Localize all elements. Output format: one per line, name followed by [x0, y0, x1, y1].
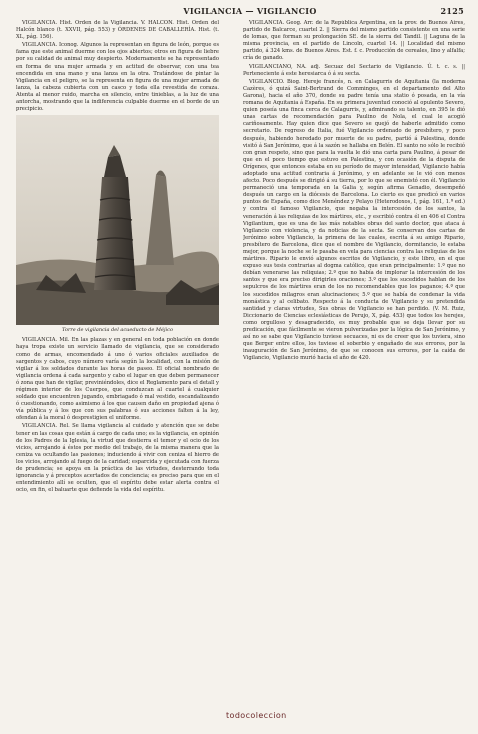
- page-number: 2125: [440, 6, 464, 16]
- watermark-stamp: todocoleccion: [226, 711, 287, 720]
- entry-paragraph: VIGILANCIO. Biog. Hereje francés, n. en Calagurris de Aquitania (la moderna Cazères, ó quizá Saint-Bertrand de Comminges, en el departamento del Alto Garona), hacia el año 370, donde su padre tenía una statio ó posada, en la vía romana de Aquitania á España. En su primera juventud conoció al opulento Severo, quien poseía una finca cerca de Calagurris, y, admirando su talento, en 395 le dió unas cartas de recomendación para Paulino de Nola, el cual le acogió cariñosamente. Hay quien dice que Severo se quejó de haberle admitido como secretario. De regreso de Italia, fué Vigilancio ordenado de presbítero, y poco después, habiendo heredado por muerte de su padre, partió á Palestina, donde visitó á San Jerónimo, que á la sazón se hallaba en Belén. El santo no sólo le recibió con gran respeto, sino que para la vuelta le dió una carta para Paulino, á pesar de que en el poco tiempo que estuvo en Palestina, y con ocasión de la disputa de Orígenes, que entonces estaba en su período de mayor intensidad, Vigilancio había adoptado una actitud contraria á Jerónimo, y en adelante se le vió con menos afecto. Poco después se dirigió á su tierra, por lo que se enemistó con él. Vigilancio permaneció una temporada en la Galia y, según afirma Genadio, desempeñó después un cargo en la diócesis de Barcelona. Lo cierto es que predicó en varios puntos de España, como dice Menéndez y Pelayo (Heterodoxos, I, pág. 161, 1.ª ed.) y contra el famoso Vigilancio, que negaba la intercesión de los santos, la veneración á las reliquias de los mártires, etc., y escribió contra él en 406 el Contra Vigilantium, que es una de las más notables obras del santo doctor, que ataca á Vigilancio con violencia, y da noticias de la secta. Se conservan dos cartas de Jerónimo sobre Vigilancio, la primera de las cuales, escrita á su amigo Ripario, presbítero de Barcelona, dice que el nombre de Vigilancio, dormitancio, le estaba mejor, porque la noche se le pasaba en vela para ciencias contra las reliquias de los mártires. Ripario le envió algunos escritos de Vigilancio, y este libro, en el que expuso sus tesis contrarias al dogma católico, que eran principalmente: 1.º que no debían venerarse las reliquias; 2.º que no había de implorar la intercesión de los santos y que era preciso dirigirles oraciones; 3.º que los sucedidos hablan de los sepulcros de los mártires eran de los no recomendables que los paganos; 4.º que los sucedidos milagros eran alucinaciones; 5.º que se había de condenar la vida monástica y al celibato. Respecto á la conducta de Vigilancio y su pretendida santidad y claras virtudes, Sus obras de Vigilancio se han perdido. (V. M. Ruiz, Diccionario de Ciencias eclesiásticas de Perujo, X, pág. 453) que todos los herejes, como orgulloso y desagradecido, es muy probable que se deja llevar por su predicación, que fácilmente se vieron pulverizadas por la lógica de San Jerónimo, y así no se sabe que Vigilancio tuviese secuaces, ni es de creer que los tuviera, sino que Berger entre ellos, los tuviese el soberbio y engañado de sus errores, por la inauguración de San Jerónimo, de que se conocen sus errores, por la caída de Vigilancio, Vigilancio murió hacia el año de 420.: [243, 78, 465, 362]
- entry-paragraph: VIGILANCIANO, NA. adj. Secuaz del Sectario de Vigilancio. Ú. t. c. s. || Perteneciente á este heresiarca ó á su secta.: [243, 63, 465, 77]
- entry-paragraph: VIGILANCIA. Iconog. Algunos la representan en figura de león, porque es fama que este animal duerme con los ojos abiertos; otros en figura de liebre por su calidad de animal muy despierto. Modernamente se ha representado en forma de una mujer armada y en actitud de observar, con una tea encendida en una mano y una lanza en la otra. Tratándose de pintar la Vigilancia en el peligro, se la representa en figura de una mujer armada de lanza, la cabeza cubierta con un casco y toda ella revestida de coraza. Atenta al menor ruido, marcha en silencio, entre tinieblas, a la luz de una antorcha, mostrando que la indiferencia culpable duerme en el borde de un precipicio.: [16, 42, 219, 113]
- entry-paragraph: VIGILANCIA. Hist. Orden de la Vigilancia. V. HALCÓN. Hist. Orden del Halcón blanco (t. XXVII, pág. 553) y ÓRDENES DE CABALLERÍA. Hist. (t. XL, pág. 156).: [16, 20, 219, 41]
- watchtower-photo: [16, 115, 219, 325]
- page-header: [36, 6, 464, 18]
- watchtower-illustration: [16, 115, 219, 325]
- entry-paragraph: VIGILANCIA. Mil. En las plazas y en general en toda población en donde haya tropa existe un servicio llamado de vigilancia, que se considerado como de armas, encomendado á uno ó varios oficiales auxiliados de sargentos y cabos, cuyo número varía según la localidad, con la misión de vigilar á los soldados durante las horas de paseo. El oficial nombrado de vigilancia ordena á cada sargento y cabo el lugar en que deben permanecer ó zona que han de vigilar, previniéndoles, dice el Reglamento para el detall y régimen interior de los Cuerpos, que conduzcan al cuartel á cualquier soldado que encuentren jugando, embriagado ó mal vestido, escandalizando ó cuestionando, como asimismo á los que causen daño en propiedad ajena ó vía pública y á los que con sus palabras ó sus acciones falten á la ley, ofendan á la moral ó desprestigien el uniforme.: [16, 337, 219, 422]
- left-column: [16, 20, 219, 710]
- running-title: VIGILANCIA — VIGILANCIO: [183, 6, 317, 16]
- entry-paragraph: VIGILANCIA. Geog. Arr. de la República Argentina, en la prov. de Buenos Aires, partido de Balcarce, cuartel 2. || Sierra del mismo partido consistente en una serie de lomas, que forman su prolongación SE. de la sierra del Tandil. || Laguna de la misma provincia, en el partido de Lincoln, cuartel 14. || Localidad del mismo partido, á 324 kms. de Buenos Aires. Est. f. c. Producción de cereales, lino y alfalfa; cría de ganado.: [243, 20, 465, 62]
- right-column: [243, 20, 465, 710]
- entry-paragraph: VIGILANCIA. Rel. Se llama vigilancia al cuidado y atención que se debe tener en las cosas que están á cargo de cada uno; es la vigilancia, en opinión de los Padres de la Iglesia, la virtud que destierra el temor y el ocio de los vicios, arrojando á éstos por medio del trabajo, de la misma manera que la ceniza va ocultando las pasiones; induciendo á vivir con ceniza el hierro de los vicios, arrojando al fuego de la caridad; esparcida y ejecutada con fuerza de prudencia; se apoya en la práctica de las virtudes, desterrando toda ignorancia y á preceptos acertados de conciencia; es preciso para que en el entendimiento allí se oculten, que el espíritu debe estar alerta contra el ocio, en fin, el baluarte que defiende la vida del espíritu.: [16, 423, 219, 494]
- figure-caption: Torre de vigilancia del acueducto de Méjico: [62, 327, 173, 334]
